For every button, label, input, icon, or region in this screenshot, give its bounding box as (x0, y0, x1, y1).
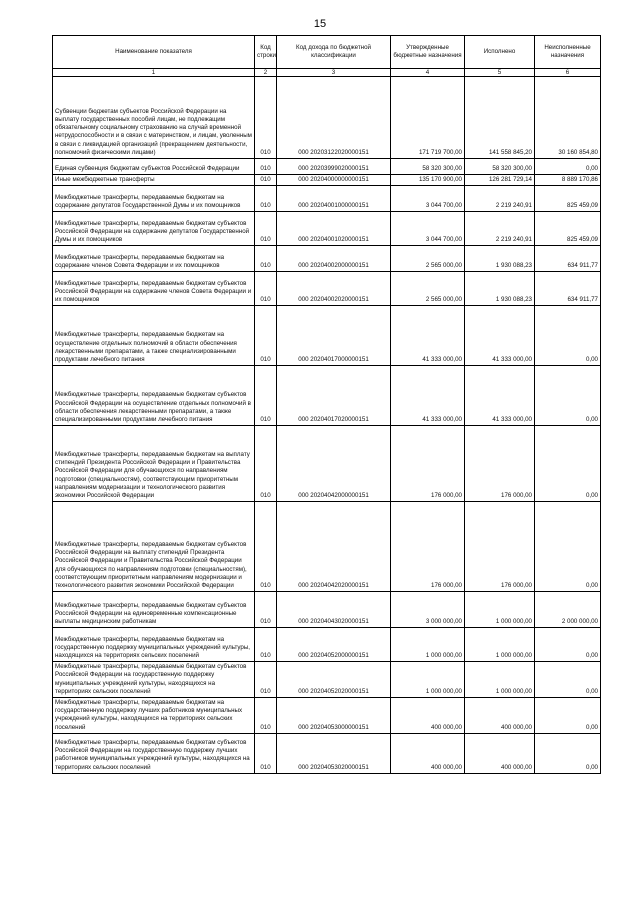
table-row (53, 159, 601, 175)
cell-approved: 171 719 700,00 (391, 77, 465, 159)
cell-income-code: 000 20204017000000151 (277, 306, 391, 366)
cell-executed: 2 219 240,91 (465, 186, 535, 212)
cell-executed: 141 558 845,20 (465, 77, 535, 159)
cell-approved: 3 000 000,00 (391, 592, 465, 628)
cell-unexecuted: 634 911,77 (535, 272, 601, 306)
cell-name: Межбюджетные трансферты, передаваемые бюджетам субъектов Российской Федерации на единовременные компенсационные выплаты медицинским работникам (53, 592, 255, 628)
table-row (53, 77, 601, 159)
cell-approved: 58 320 300,00 (391, 159, 465, 175)
cell-approved: 3 044 700,00 (391, 186, 465, 212)
cell-line-code: 010 (255, 272, 277, 306)
cell-executed: 126 281 729,14 (465, 175, 535, 186)
column-number: 6 (535, 69, 601, 77)
cell-line-code: 010 (255, 733, 277, 773)
cell-unexecuted: 0,00 (535, 306, 601, 366)
cell-name: Иные межбюджетные трансферты (53, 175, 255, 186)
cell-executed: 1 000 000,00 (465, 592, 535, 628)
cell-unexecuted: 0,00 (535, 502, 601, 592)
cell-name: Межбюджетные трансферты, передаваемые бюджетам на содержание депутатов Государственной Думы и их помощников (53, 186, 255, 212)
cell-approved: 135 170 900,00 (391, 175, 465, 186)
column-number: 1 (53, 69, 255, 77)
cell-unexecuted: 8 889 170,86 (535, 175, 601, 186)
cell-unexecuted: 0,00 (535, 628, 601, 662)
cell-line-code: 010 (255, 366, 277, 426)
cell-approved: 400 000,00 (391, 733, 465, 773)
column-number: 2 (255, 69, 277, 77)
cell-income-code: 000 20203122020000151 (277, 77, 391, 159)
header-approved: Утвержденные бюджетные назначения (391, 36, 465, 69)
cell-income-code: 000 20204017020000151 (277, 366, 391, 426)
cell-unexecuted: 0,00 (535, 366, 601, 426)
cell-income-code: 000 20204002000000151 (277, 246, 391, 272)
cell-unexecuted: 825 459,09 (535, 186, 601, 212)
cell-line-code: 010 (255, 212, 277, 246)
cell-approved: 41 333 000,00 (391, 366, 465, 426)
cell-income-code: 000 20204002020000151 (277, 272, 391, 306)
cell-approved: 3 044 700,00 (391, 212, 465, 246)
cell-name: Межбюджетные трансферты, передаваемые бюджетам на государственную поддержку лучших работников муниципальных учреждений культуры, находящихся на территориях сельских поселений (53, 698, 255, 734)
cell-line-code: 010 (255, 159, 277, 175)
cell-name: Единая субвенция бюджетам субъектов Российской Федерации (53, 159, 255, 175)
cell-line-code: 010 (255, 592, 277, 628)
cell-name: Межбюджетные трансферты, передаваемые бюджетам субъектов Российской Федерации на выплату стипендий Президента Российской Федерации и Правительства Российской Федерации для обучающихся по направлениям подготовки (специальностям), соответствующим приоритетным направлениям модернизации и технологического развития экономики Российской Федерации (53, 502, 255, 592)
table-row (53, 592, 601, 628)
cell-unexecuted: 825 459,09 (535, 212, 601, 246)
cell-executed: 176 000,00 (465, 426, 535, 502)
column-number-row (53, 69, 601, 77)
cell-line-code: 010 (255, 502, 277, 592)
cell-line-code: 010 (255, 175, 277, 186)
cell-unexecuted: 634 911,77 (535, 246, 601, 272)
cell-executed: 400 000,00 (465, 698, 535, 734)
table-body (53, 77, 601, 774)
cell-line-code: 010 (255, 246, 277, 272)
cell-approved: 41 333 000,00 (391, 306, 465, 366)
cell-line-code: 010 (255, 628, 277, 662)
cell-name: Межбюджетные трансферты, передаваемые бюджетам субъектов Российской Федерации на государственную поддержку муниципальных учреждений культуры, находящихся на территориях сельских поселений (53, 662, 255, 698)
table-row (53, 366, 601, 426)
table-row (53, 426, 601, 502)
table-row (53, 698, 601, 734)
cell-income-code: 000 20203999020000151 (277, 159, 391, 175)
cell-unexecuted: 0,00 (535, 662, 601, 698)
cell-line-code: 010 (255, 77, 277, 159)
cell-approved: 2 565 000,00 (391, 272, 465, 306)
cell-income-code: 000 20204053000000151 (277, 698, 391, 734)
cell-income-code: 000 20204000000000151 (277, 175, 391, 186)
cell-executed: 41 333 000,00 (465, 366, 535, 426)
cell-line-code: 010 (255, 306, 277, 366)
table-row (53, 186, 601, 212)
cell-name: Межбюджетные трансферты, передаваемые бюджетам на содержание членов Совета Федерации и их помощников (53, 246, 255, 272)
cell-income-code: 000 20204052020000151 (277, 662, 391, 698)
cell-name: Межбюджетные трансферты, передаваемые бюджетам субъектов Российской Федерации на государственную поддержку лучших работников муниципальных учреждений культуры, находящихся на территориях сельских поселений (53, 733, 255, 773)
cell-executed: 2 219 240,91 (465, 212, 535, 246)
table-row (53, 628, 601, 662)
cell-income-code: 000 20204042000000151 (277, 426, 391, 502)
cell-executed: 1 930 088,23 (465, 246, 535, 272)
table-row (53, 272, 601, 306)
budget-report-table (52, 35, 601, 774)
cell-executed: 41 333 000,00 (465, 306, 535, 366)
cell-line-code: 010 (255, 662, 277, 698)
cell-executed: 1 000 000,00 (465, 628, 535, 662)
cell-line-code: 010 (255, 426, 277, 502)
cell-line-code: 010 (255, 698, 277, 734)
cell-income-code: 000 20204043020000151 (277, 592, 391, 628)
table-row (53, 175, 601, 186)
cell-name: Межбюджетные трансферты, передаваемые бюджетам на государственную поддержку муниципальных учреждений культуры, находящихся на территориях сельских поселений (53, 628, 255, 662)
table-row (53, 502, 601, 592)
cell-unexecuted: 2 000 000,00 (535, 592, 601, 628)
cell-income-code: 000 20204052000000151 (277, 628, 391, 662)
cell-unexecuted: 0,00 (535, 733, 601, 773)
cell-executed: 1 000 000,00 (465, 662, 535, 698)
cell-executed: 58 320 300,00 (465, 159, 535, 175)
cell-name: Межбюджетные трансферты, передаваемые бюджетам на осуществление отдельных полномочий в области обеспечения лекарственными препаратами, а также специализированными продуктами лечебного питания (53, 306, 255, 366)
cell-unexecuted: 0,00 (535, 426, 601, 502)
header-unexecuted: Неисполненные назначения (535, 36, 601, 69)
column-number: 4 (391, 69, 465, 77)
cell-name: Субвенции бюджетам субъектов Российской Федерации на выплату государственных пособий лицам, не подлежащим обязательному социальному страхованию на случай временной нетрудоспособности и в связи с материнством, и лицам, уволенным в связи с ликвидацией организаций (прекращением деятельности, полномочий физическими лицами) (53, 77, 255, 159)
cell-executed: 400 000,00 (465, 733, 535, 773)
table-row (53, 246, 601, 272)
cell-approved: 400 000,00 (391, 698, 465, 734)
header-executed: Исполнено (465, 36, 535, 69)
cell-approved: 176 000,00 (391, 426, 465, 502)
cell-executed: 1 930 088,23 (465, 272, 535, 306)
cell-approved: 1 000 000,00 (391, 662, 465, 698)
column-number: 5 (465, 69, 535, 77)
header-code: Код дохода по бюджетной классификации (277, 36, 391, 69)
cell-unexecuted: 30 160 854,80 (535, 77, 601, 159)
cell-executed: 176 000,00 (465, 502, 535, 592)
table-header-row (53, 36, 601, 69)
cell-income-code: 000 20204001000000151 (277, 186, 391, 212)
cell-approved: 1 000 000,00 (391, 628, 465, 662)
cell-line-code: 010 (255, 186, 277, 212)
table-row (53, 212, 601, 246)
cell-name: Межбюджетные трансферты, передаваемые бюджетам на выплату стипендий Президента Российской Федерации и Правительства Российской Федерации для обучающихся по направлениям подготовки (специальностям), соответствующим приоритетным направлениям модернизации и технологического развития экономики Российской Федерации (53, 426, 255, 502)
header-name: Наименование показателя (53, 36, 255, 69)
table-row (53, 733, 601, 773)
page-number: 15 (313, 18, 327, 30)
cell-name: Межбюджетные трансферты, передаваемые бюджетам субъектов Российской Федерации на осуществление отдельных полномочий в области обеспечения лекарственными препаратами, а также специализированными продуктами лечебного питания (53, 366, 255, 426)
cell-unexecuted: 0,00 (535, 698, 601, 734)
column-number: 3 (277, 69, 391, 77)
header-line: Код строки (255, 36, 277, 69)
cell-unexecuted: 0,00 (535, 159, 601, 175)
cell-income-code: 000 20204042020000151 (277, 502, 391, 592)
cell-approved: 176 000,00 (391, 502, 465, 592)
cell-income-code: 000 20204001020000151 (277, 212, 391, 246)
table-row (53, 306, 601, 366)
table-row (53, 662, 601, 698)
cell-approved: 2 565 000,00 (391, 246, 465, 272)
cell-name: Межбюджетные трансферты, передаваемые бюджетам субъектов Российской Федерации на содержание членов Совета Федерации и их помощников (53, 272, 255, 306)
cell-income-code: 000 20204053020000151 (277, 733, 391, 773)
cell-name: Межбюджетные трансферты, передаваемые бюджетам субъектов Российской Федерации на содержание депутатов Государственной Думы и их помощников (53, 212, 255, 246)
